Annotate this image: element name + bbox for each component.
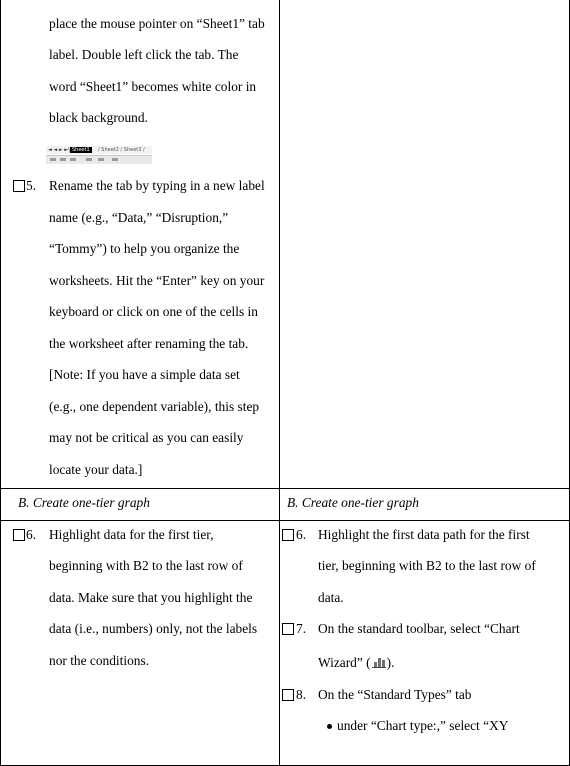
step-6-left-line: data. Make sure that you highlight the: [49, 590, 253, 605]
table-row-divider: [0, 488, 570, 489]
step-5-checkbox[interactable]: [13, 180, 25, 192]
step-5-line: worksheets. Hit the “Enter” key on your: [49, 273, 265, 288]
step-5-line: locate your data.]: [49, 462, 143, 477]
step-5-line: Rename the tab by typing in a new label: [49, 178, 265, 193]
step-8-bullet-line: under “Chart type:,” select “XY: [337, 718, 509, 733]
instruction-line: place the mouse pointer on “Sheet1” tab: [49, 16, 265, 31]
step-6-left-line: data (i.e., numbers) only, not the labels: [49, 621, 258, 636]
step-8-number: 8.: [296, 687, 307, 702]
step-7-text-before-icon: Wizard” (: [318, 655, 371, 670]
table-column-divider: [279, 0, 280, 766]
instruction-line: label. Double left click the tab. The: [49, 47, 239, 62]
step-6-left-line: beginning with B2 to the last row of: [49, 558, 243, 573]
step-5-line: keyboard or click on one of the cells in: [49, 304, 258, 319]
sheet1-tab-highlighted: Sheet1: [72, 147, 90, 153]
step-6-right-number: 6.: [296, 527, 307, 542]
step-7-checkbox[interactable]: [282, 623, 294, 635]
step-6-right-line: tier, beginning with B2 to the last row of: [318, 558, 536, 573]
step-6-left-number: 6.: [26, 527, 37, 542]
step-7-text-after-icon: ).: [386, 655, 395, 670]
section-header-left: B. Create one-tier graph: [18, 495, 150, 510]
bullet-icon: [327, 724, 332, 729]
step-6-left-line: Highlight data for the first tier,: [49, 527, 214, 542]
step-8-checkbox[interactable]: [282, 689, 294, 701]
step-8-line: On the “Standard Types” tab: [318, 687, 472, 702]
step-6-right-line: data.: [318, 590, 344, 605]
step-6-right-checkbox[interactable]: [282, 529, 294, 541]
other-sheet-tabs: / Sheet2 / Sheet3 /: [98, 147, 145, 153]
step-5-line: the worksheet after renaming the tab.: [49, 336, 249, 351]
step-6-right-line: Highlight the first data path for the first: [318, 527, 530, 542]
tab-scroll-arrows: ◄ ◄ ► ►\: [48, 147, 70, 153]
instruction-line: word “Sheet1” becomes white color in: [49, 79, 257, 94]
step-5-line: [Note: If you have a simple data set: [49, 367, 240, 382]
step-5-number: 5.: [26, 178, 37, 193]
step-7-line: On the standard toolbar, select “Chart: [318, 621, 520, 636]
instruction-line: black background.: [49, 110, 148, 125]
sheet-tab-bar: [46, 146, 152, 154]
step-6-left-checkbox[interactable]: [13, 529, 25, 541]
sheet-tab-screenshot: [46, 146, 152, 163]
table-row-divider: [0, 520, 570, 521]
table-border-left: [0, 0, 1, 766]
step-5-line: (e.g., one dependent variable), this step: [49, 399, 260, 414]
drawing-toolbar-strip: [46, 155, 152, 164]
step-7-number: 7.: [296, 621, 307, 636]
step-7-line-2: [318, 655, 394, 671]
step-6-left-line: nor the conditions.: [49, 653, 150, 668]
chart-wizard-icon: [372, 656, 386, 668]
step-5-line: name (e.g., “Data,” “Disruption,”: [49, 210, 229, 225]
step-5-line: may not be critical as you can easily: [49, 430, 244, 445]
step-5-line: “Tommy”) to help you organize the: [49, 241, 240, 256]
section-header-right: B. Create one-tier graph: [287, 495, 419, 510]
